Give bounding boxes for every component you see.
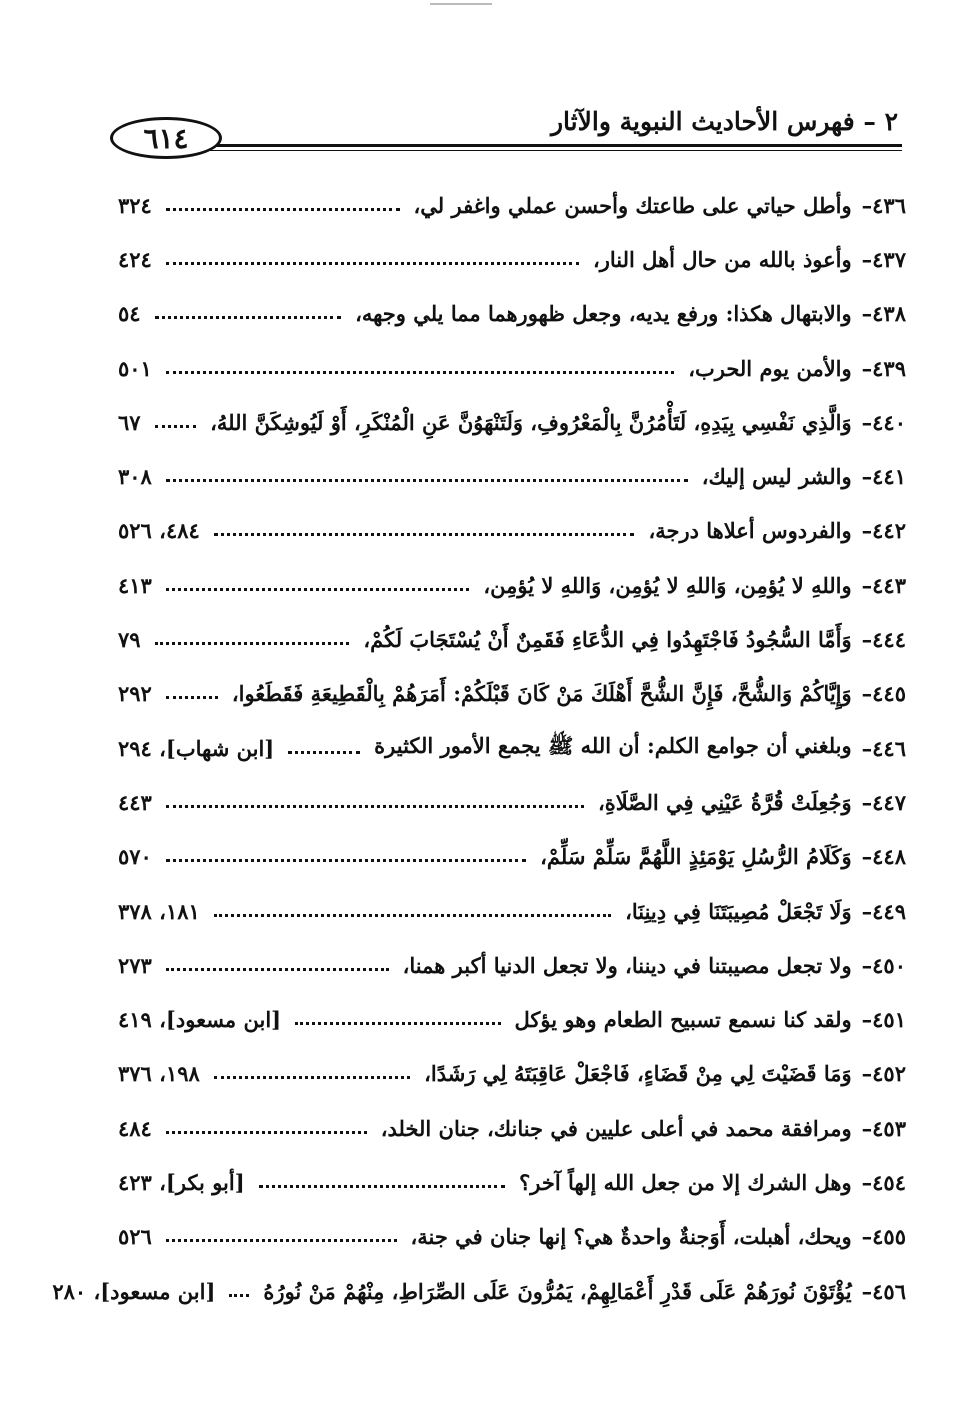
entry-page-refs: ٢٩٢ xyxy=(118,681,152,707)
leader-dots xyxy=(166,805,584,808)
entry-number: ٤٥٠– xyxy=(861,952,906,978)
leader-dots xyxy=(166,208,400,211)
index-entry xyxy=(118,775,906,829)
entry-page-refs: ٤٨٤، ٥٢٦ xyxy=(118,518,200,544)
leader-dots xyxy=(295,1022,500,1025)
entry-text: وهل الشرك إلا من جعل الله إلهاً آخر؟ xyxy=(519,1169,852,1195)
entry-page-refs: ٧٩ xyxy=(118,627,141,653)
entry-text: وَلَا تَجْعَلْ مُصِيبَتَنَا فِي دِينِنَا، xyxy=(625,898,852,924)
leader-dots xyxy=(166,696,218,699)
entry-text: وَالَّذِي نَفْسِي بِيَدِهِ، لَتَأْمُرُنَّ بِالْمَعْرُوفِ، وَلَتَنْهَوُنَّ عَنِ الْمُنْكَرِ، أَوْ لَيُوشِكَنَّ اللهُ، xyxy=(210,409,852,435)
leader-dots xyxy=(166,968,389,971)
header-rule-thick xyxy=(210,144,902,147)
index-entry xyxy=(118,1210,906,1264)
index-entry xyxy=(118,1155,906,1209)
leader-dots xyxy=(214,914,611,917)
header-rule-thin xyxy=(210,150,902,151)
entry-number: ٤٤١– xyxy=(861,464,906,490)
entry-page-refs: ٥٧٠ xyxy=(118,844,152,870)
entry-page-refs: [ابن مسعود]، ٢٨٠ xyxy=(52,1278,216,1304)
index-entry xyxy=(118,395,906,449)
leader-dots xyxy=(214,1076,410,1079)
entry-page-refs: ١٨١، ٣٧٨ xyxy=(118,898,200,924)
leader-dots xyxy=(166,371,674,374)
entry-number: ٤٥٦– xyxy=(861,1278,906,1304)
entry-number: ٤٥١– xyxy=(861,1007,906,1033)
leader-dots xyxy=(166,479,688,482)
entry-text: وبلغني أن جوامع الكلم: أن الله ﷺ يجمع الأمور الكثيرة xyxy=(374,732,852,758)
entry-text: ولا تجعل مصيبتنا في ديننا، ولا تجعل الدنيا أكبر همنا، xyxy=(402,952,852,978)
entry-text: والأمن يوم الحرب، xyxy=(688,355,852,381)
entry-number: ٤٤٣– xyxy=(861,572,906,598)
page-header xyxy=(110,105,910,167)
index-entry xyxy=(118,884,906,938)
leader-dots xyxy=(155,425,197,428)
entry-page-refs: ٣٢٤ xyxy=(118,192,152,218)
index-entry xyxy=(118,938,906,992)
leader-dots xyxy=(214,533,635,536)
leader-dots xyxy=(229,1294,249,1297)
entry-number: ٤٤٦– xyxy=(861,735,906,761)
scan-artifact-line xyxy=(430,3,492,5)
entry-page-refs: ٤٢٤ xyxy=(118,246,152,272)
index-entry xyxy=(118,449,906,503)
page-title: ٢ – فهرس الأحاديث النبوية والآثار xyxy=(550,107,898,136)
entry-page-refs: [ابن شهاب]، ٢٩٤ xyxy=(118,735,275,761)
entry-text: والشر ليس إليك، xyxy=(701,464,852,490)
index-entry xyxy=(118,341,906,395)
entry-number: ٤٣٩– xyxy=(861,355,906,381)
entry-page-refs: ٣٠٨ xyxy=(118,464,152,490)
entry-number: ٤٥٢– xyxy=(861,1061,906,1087)
entry-number: ٤٣٦– xyxy=(861,192,906,218)
entry-number: ٤٤٨– xyxy=(861,844,906,870)
entry-text: وأعوذ بالله من حال أهل النار، xyxy=(592,246,852,272)
leader-dots xyxy=(155,642,350,645)
page-number: ٦١٤ xyxy=(110,117,222,159)
entry-page-refs: ٢٧٣ xyxy=(118,952,152,978)
index-entry xyxy=(118,667,906,721)
entry-number: ٤٤٩– xyxy=(861,898,906,924)
entry-page-refs: ٥٠١ xyxy=(118,355,152,381)
leader-dots xyxy=(166,1131,367,1134)
entry-text: والابتهال هكذا: ورفع يديه، وجعل ظهورهما مما يلي وجهه، xyxy=(355,301,852,327)
entry-text: ولقد كنا نسمع تسبيح الطعام وهو يؤكل xyxy=(514,1007,852,1033)
index-entry xyxy=(118,1101,906,1155)
leader-dots xyxy=(166,588,470,591)
entry-page-refs: ١٩٨، ٣٧٦ xyxy=(118,1061,200,1087)
index-entry xyxy=(118,504,906,558)
entry-number: ٤٤٧– xyxy=(861,789,906,815)
entry-text: ويحك، أهبلت، أَوَجنةٌ واحدةٌ هي؟ إنها جنان في جنة، xyxy=(410,1224,852,1250)
entry-page-refs: ٥٤ xyxy=(118,301,141,327)
entry-page-refs: ٦٧ xyxy=(118,409,141,435)
index-entry xyxy=(118,232,906,286)
entry-page-refs: [أبو بكر]، ٤٢٣ xyxy=(118,1169,245,1195)
index-entry xyxy=(118,287,906,341)
entry-text: واللهِ لا يُؤمِن، وَاللهِ لا يُؤمِن، وَاللهِ لا يُؤمِن، xyxy=(483,572,852,598)
leader-dots xyxy=(166,262,579,265)
leader-dots xyxy=(259,1185,505,1188)
entry-number: ٤٣٧– xyxy=(861,246,906,272)
leader-dots xyxy=(166,859,526,862)
entry-number: ٤٤٥– xyxy=(861,681,906,707)
leader-dots xyxy=(288,751,360,754)
entry-text: والفردوس أعلاها درجة، xyxy=(648,518,852,544)
entry-page-refs: ٤٨٤ xyxy=(118,1115,152,1141)
index-entry xyxy=(118,612,906,666)
entry-page-refs: [ابن مسعود]، ٤١٩ xyxy=(118,1007,282,1033)
entry-text: وأطل حياتي على طاعتك وأحسن عملي واغفر لي، xyxy=(413,192,852,218)
entry-text: وَكَلَامُ الرُّسُلِ يَوْمَئِذٍ اللَّهُمَّ سَلِّمْ سَلِّمْ، xyxy=(540,844,852,870)
index-entry xyxy=(118,558,906,612)
leader-dots xyxy=(166,1239,397,1242)
entry-page-refs: ٤١٣ xyxy=(118,572,152,598)
entry-number: ٤٥٤– xyxy=(861,1169,906,1195)
index-entry xyxy=(118,178,906,232)
entry-number: ٤٤٤– xyxy=(861,627,906,653)
entry-page-refs: ٤٤٣ xyxy=(118,789,152,815)
entry-number: ٤٤٠– xyxy=(861,409,906,435)
leader-dots xyxy=(155,316,342,319)
index-entry xyxy=(118,1047,906,1101)
entry-number: ٤٥٥– xyxy=(861,1224,906,1250)
entry-text: وَإِيَّاكُمْ وَالشُّحَّ، فَإِنَّ الشُّحَّ أَهْلَكَ مَنْ كَانَ قَبْلَكُمْ: أَمَرَهُمْ بِالْقَطِيعَةِ فَقَطَعُوا، xyxy=(231,681,852,707)
entry-text: وَجُعِلَتْ قُرَّةُ عَيْنِي فِي الصَّلَاةِ، xyxy=(597,789,852,815)
entry-page-refs: ٥٢٦ xyxy=(118,1224,152,1250)
index-entry xyxy=(118,992,906,1046)
index-entry xyxy=(52,1264,906,1318)
entry-text: يُؤْتَوْنَ نُورَهُمْ عَلَى قَدْرِ أَعْمَالِهِمْ، يَمُرُّونَ عَلَى الصِّرَاطِ، مِنْهُمْ مَنْ نُورُهُ xyxy=(263,1278,852,1304)
entry-text: وَأَمَّا السُّجُودُ فَاجْتَهِدُوا فِي الدُّعَاءِ فَقَمِنٌ أَنْ يُسْتَجَابَ لَكُمْ، xyxy=(363,627,852,653)
entry-number: ٤٤٢– xyxy=(861,518,906,544)
entry-text: ومرافقة محمد في أعلى عليين في جنانك، جنان الخلد، xyxy=(380,1115,852,1141)
index-entry xyxy=(118,830,906,884)
hadith-index-list xyxy=(52,178,906,1318)
entry-text: وَمَا قَضَيْتَ لِي مِنْ قَضَاءٍ، فَاجْعَلْ عَاقِبَتَهُ لِي رَشَدًا، xyxy=(424,1061,852,1087)
entry-number: ٤٣٨– xyxy=(861,301,906,327)
entry-number: ٤٥٣– xyxy=(861,1115,906,1141)
index-entry xyxy=(118,721,906,775)
